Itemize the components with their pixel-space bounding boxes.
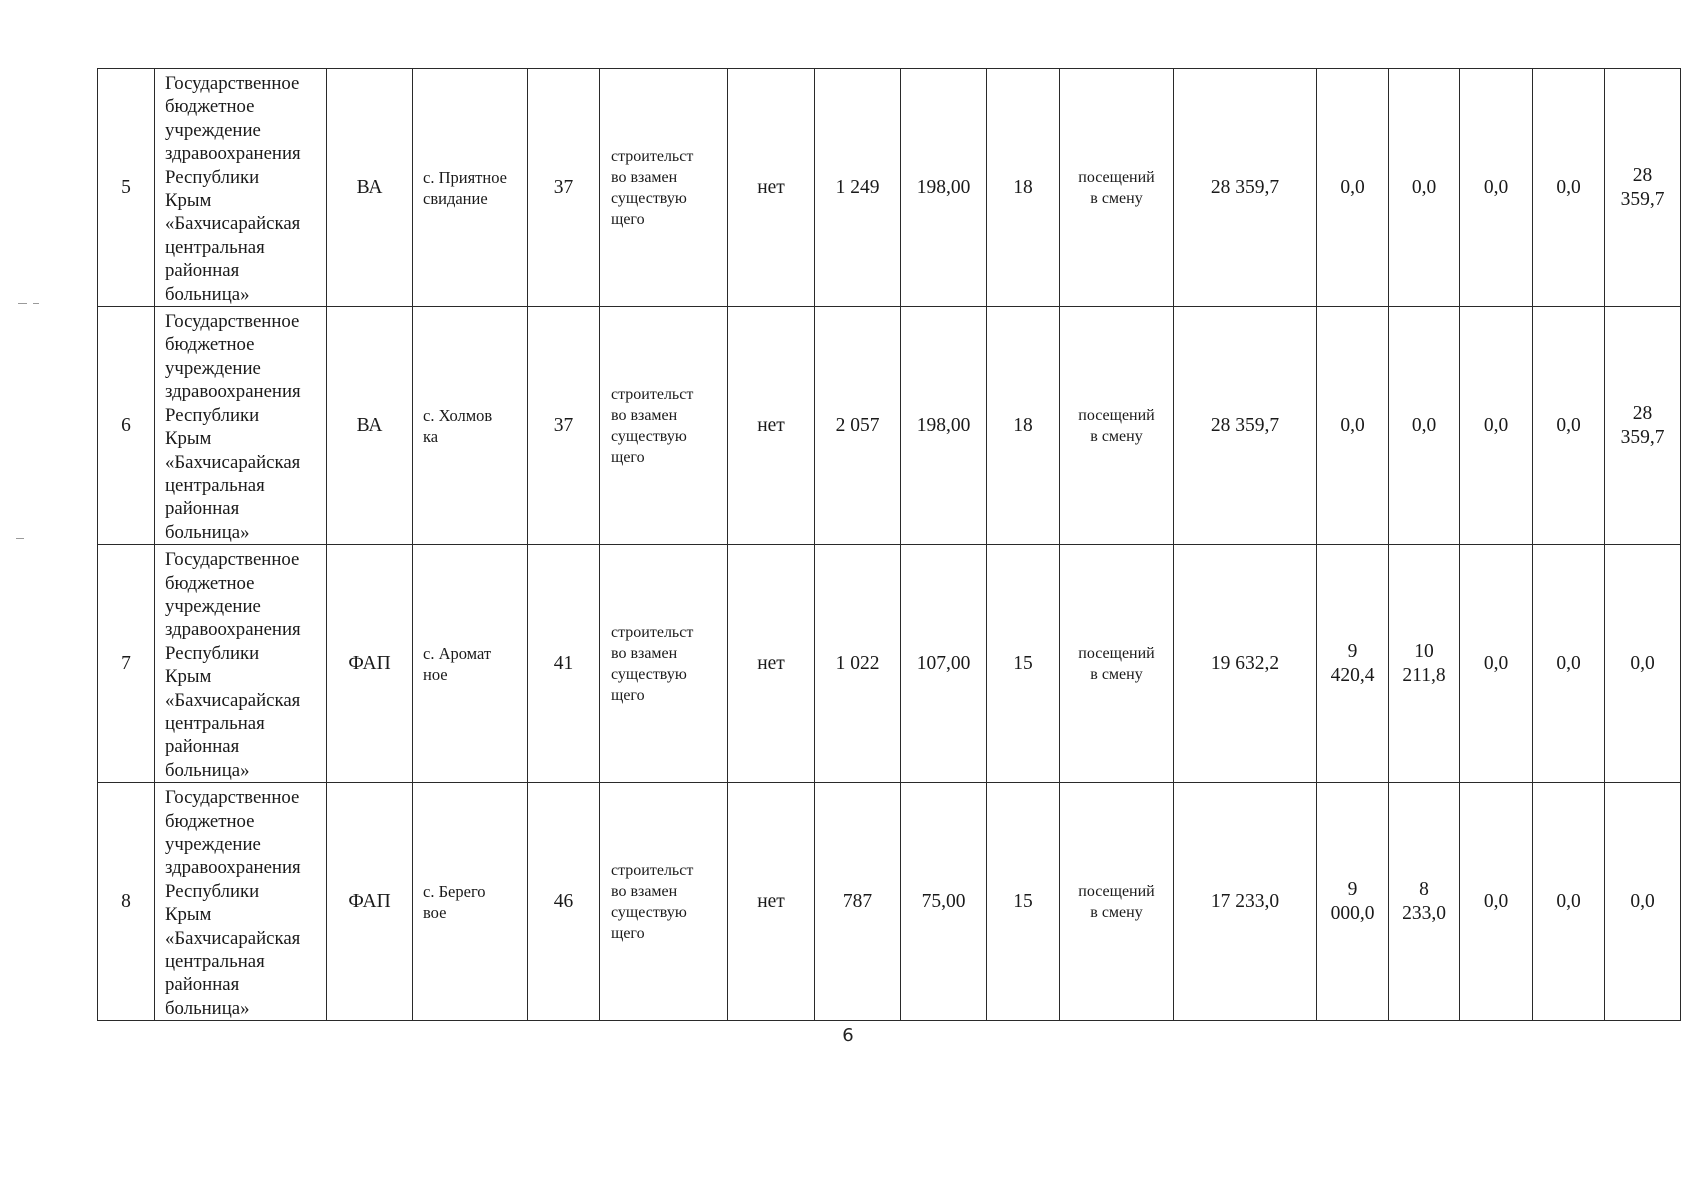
cell-location: с. Аромат ное bbox=[413, 545, 528, 783]
cell-flag: нет bbox=[728, 783, 815, 1021]
cell-year-3: 0,0 bbox=[1460, 783, 1533, 1021]
cell-flag: нет bbox=[728, 69, 815, 307]
cell-organization: Государственное бюджетное учреждение здравоохранения Республики Крым «Бахчисарайская центральная районная больница» bbox=[155, 69, 327, 307]
cell-capacity: 18 bbox=[987, 307, 1060, 545]
cell-organization: Государственное бюджетное учреждение здравоохранения Республики Крым «Бахчисарайская центральная районная больница» bbox=[155, 783, 327, 1021]
cell-year-1: 9 000,0 bbox=[1317, 783, 1389, 1021]
cell-organization: Государственное бюджетное учреждение здравоохранения Республики Крым «Бахчисарайская центральная районная больница» bbox=[155, 545, 327, 783]
table-row bbox=[98, 69, 1681, 307]
table-row bbox=[98, 307, 1681, 545]
cell-capacity-unit: посещений в смену bbox=[1060, 783, 1174, 1021]
cell-year-1: 9 420,4 bbox=[1317, 545, 1389, 783]
cell-code: 46 bbox=[528, 783, 600, 1021]
cell-facility-type: ВА bbox=[327, 69, 413, 307]
cell-year-4: 0,0 bbox=[1533, 69, 1605, 307]
cell-total-cost: 28 359,7 bbox=[1174, 69, 1317, 307]
cell-year-3: 0,0 bbox=[1460, 69, 1533, 307]
cell-area: 75,00 bbox=[901, 783, 987, 1021]
cell-area: 198,00 bbox=[901, 307, 987, 545]
cell-year-3: 0,0 bbox=[1460, 307, 1533, 545]
cell-total-cost: 17 233,0 bbox=[1174, 783, 1317, 1021]
cell-year-4: 0,0 bbox=[1533, 307, 1605, 545]
table-row bbox=[98, 783, 1681, 1021]
cell-work-type: строительст во взамен существую щего bbox=[600, 783, 728, 1021]
cell-year-2: 0,0 bbox=[1389, 69, 1460, 307]
cell-row-number: 5 bbox=[98, 69, 155, 307]
cell-row-number: 7 bbox=[98, 545, 155, 783]
cell-code: 37 bbox=[528, 307, 600, 545]
cell-population: 1 022 bbox=[815, 545, 901, 783]
page-number: 6 bbox=[842, 1025, 854, 1046]
cell-year-2: 8 233,0 bbox=[1389, 783, 1460, 1021]
cell-flag: нет bbox=[728, 545, 815, 783]
cell-year-5: 0,0 bbox=[1605, 783, 1681, 1021]
scan-speck bbox=[16, 538, 24, 539]
cell-total-cost: 28 359,7 bbox=[1174, 307, 1317, 545]
cell-facility-type: ВА bbox=[327, 307, 413, 545]
cell-year-3: 0,0 bbox=[1460, 545, 1533, 783]
cell-location: с. Холмов ка bbox=[413, 307, 528, 545]
cell-area: 198,00 bbox=[901, 69, 987, 307]
cell-facility-type: ФАП bbox=[327, 783, 413, 1021]
cell-population: 787 bbox=[815, 783, 901, 1021]
cell-row-number: 6 bbox=[98, 307, 155, 545]
cell-capacity-unit: посещений в смену bbox=[1060, 545, 1174, 783]
cell-year-5: 28 359,7 bbox=[1605, 307, 1681, 545]
cell-code: 41 bbox=[528, 545, 600, 783]
cell-work-type: строительст во взамен существую щего bbox=[600, 307, 728, 545]
cell-population: 1 249 bbox=[815, 69, 901, 307]
facilities-table bbox=[97, 68, 1681, 1021]
cell-capacity: 15 bbox=[987, 783, 1060, 1021]
cell-location: с. Приятное свидание bbox=[413, 69, 528, 307]
cell-year-2: 10 211,8 bbox=[1389, 545, 1460, 783]
cell-code: 37 bbox=[528, 69, 600, 307]
cell-year-5: 0,0 bbox=[1605, 545, 1681, 783]
cell-total-cost: 19 632,2 bbox=[1174, 545, 1317, 783]
scan-speck bbox=[33, 303, 39, 304]
cell-year-4: 0,0 bbox=[1533, 545, 1605, 783]
cell-location: с. Берего вое bbox=[413, 783, 528, 1021]
cell-population: 2 057 bbox=[815, 307, 901, 545]
table-body bbox=[98, 69, 1681, 1021]
table-row bbox=[98, 545, 1681, 783]
cell-flag: нет bbox=[728, 307, 815, 545]
cell-year-5: 28 359,7 bbox=[1605, 69, 1681, 307]
cell-work-type: строительст во взамен существую щего bbox=[600, 69, 728, 307]
cell-capacity-unit: посещений в смену bbox=[1060, 307, 1174, 545]
cell-year-4: 0,0 bbox=[1533, 783, 1605, 1021]
cell-capacity-unit: посещений в смену bbox=[1060, 69, 1174, 307]
cell-area: 107,00 bbox=[901, 545, 987, 783]
cell-work-type: строительст во взамен существую щего bbox=[600, 545, 728, 783]
cell-row-number: 8 bbox=[98, 783, 155, 1021]
scan-speck bbox=[18, 303, 27, 304]
cell-facility-type: ФАП bbox=[327, 545, 413, 783]
cell-year-1: 0,0 bbox=[1317, 307, 1389, 545]
cell-year-1: 0,0 bbox=[1317, 69, 1389, 307]
cell-capacity: 18 bbox=[987, 69, 1060, 307]
cell-capacity: 15 bbox=[987, 545, 1060, 783]
cell-organization: Государственное бюджетное учреждение здравоохранения Республики Крым «Бахчисарайская центральная районная больница» bbox=[155, 307, 327, 545]
cell-year-2: 0,0 bbox=[1389, 307, 1460, 545]
